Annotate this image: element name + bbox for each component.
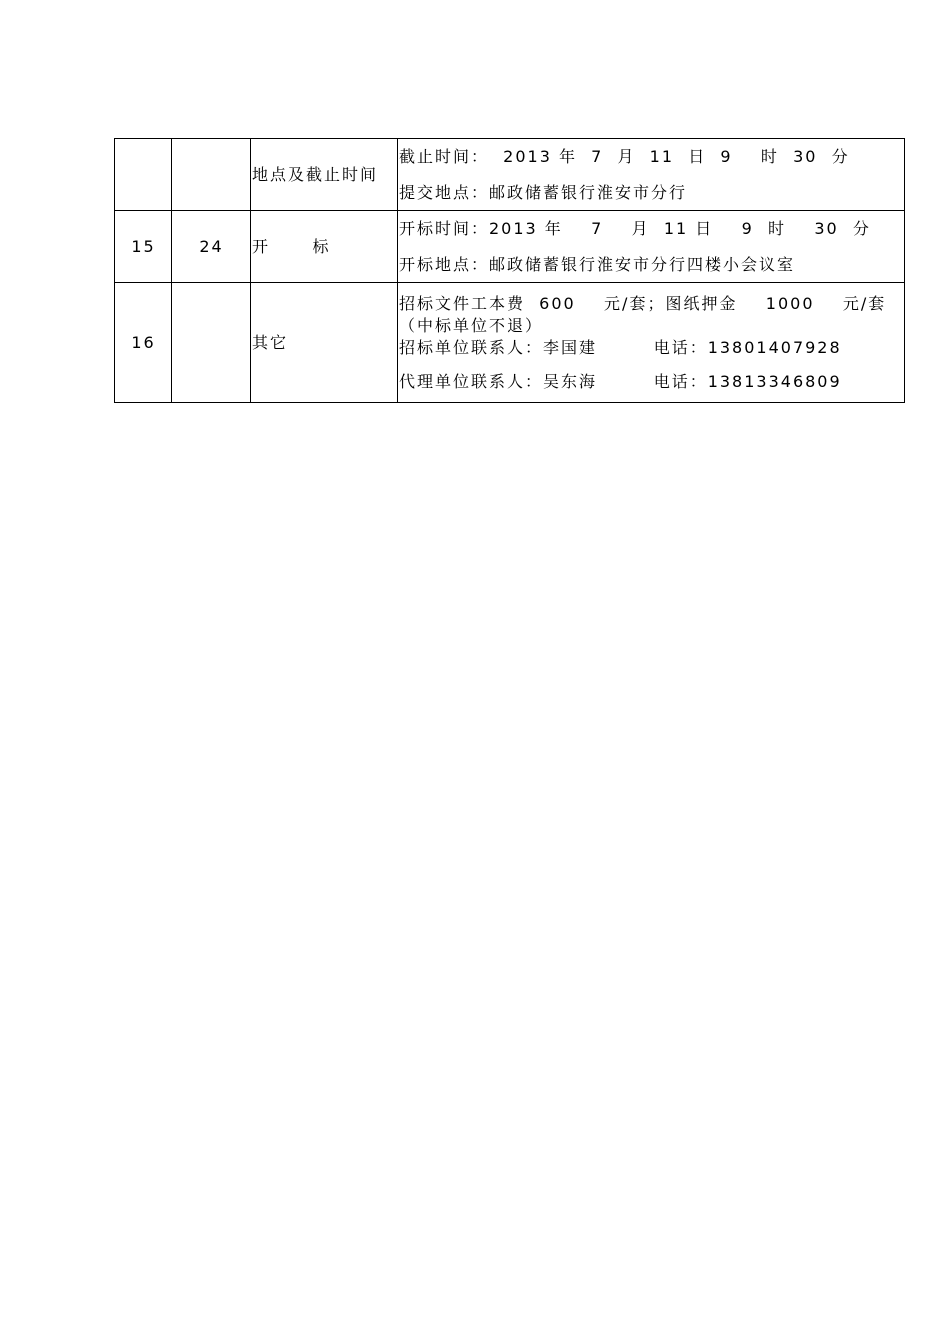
- submission-location-line: 提交地点：邮政储蓄银行淮安市分行: [399, 182, 688, 202]
- item-name-cell: 开 标: [251, 211, 398, 283]
- tender-info-table: [114, 138, 905, 403]
- table-row: [115, 139, 905, 211]
- item-detail-cell: [398, 139, 905, 211]
- clause-number-cell: [172, 283, 251, 403]
- item-detail-cell: [398, 211, 905, 283]
- row-number-cell: [115, 139, 172, 211]
- clause-number-cell: [172, 139, 251, 211]
- item-detail-cell: [398, 283, 905, 403]
- item-name-cell: 其它: [251, 283, 398, 403]
- bid-opening-time-line: 开标时间：2013 年 7 月 11 日 9 时 30 分: [399, 218, 871, 238]
- table-row: [115, 283, 905, 403]
- agency-contact-line: 代理单位联系人：吴东海 电话：13813346809: [399, 371, 842, 391]
- table-row: [115, 211, 905, 283]
- item-name-cell: 地点及截止时间: [251, 139, 398, 211]
- bid-opening-location-line: 开标地点：邮政储蓄银行淮安市分行四楼小会议室: [399, 254, 796, 274]
- clause-number-cell: 24: [172, 211, 251, 283]
- row-number-cell: 16: [115, 283, 172, 403]
- row-number-cell: 15: [115, 211, 172, 283]
- deadline-time-line: 截止时间： 2013 年 7 月 11 日 9 时 30 分: [399, 146, 850, 166]
- tenderer-contact-line: 招标单位联系人：李国建 电话：13801407928: [399, 337, 842, 357]
- fee-and-deposit-line: 招标文件工本费 600 元/套；图纸押金 1000 元/套（中标单位不退）: [399, 293, 887, 335]
